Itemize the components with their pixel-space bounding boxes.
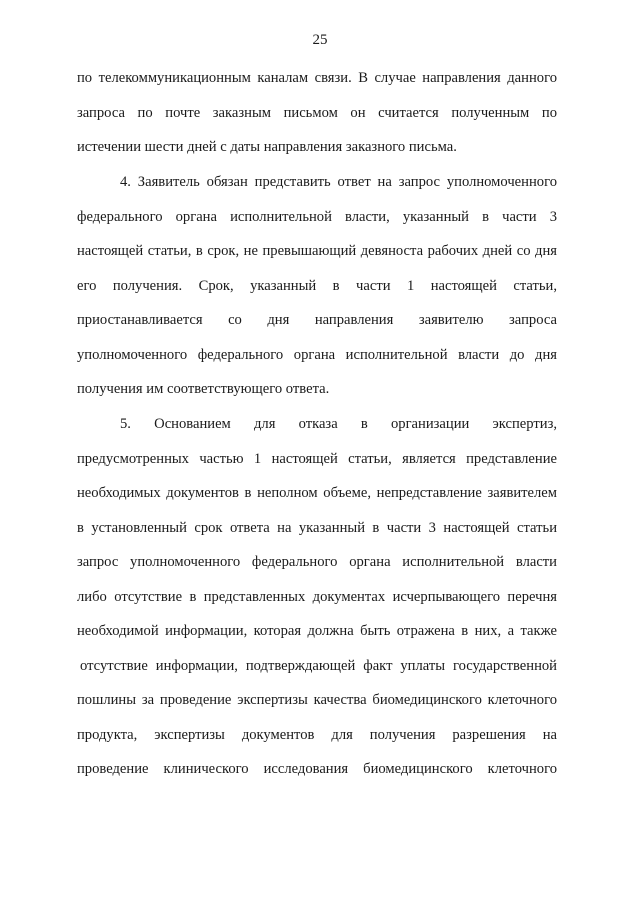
text-line: получения им соответствующего ответа. <box>77 381 330 397</box>
text-line: пошлины за проведение экспертизы качества биомедицинского клеточного <box>77 692 557 708</box>
text-line: истечении шести дней с даты направления заказного письма. <box>77 139 457 155</box>
text-line: продукта, экспертизы документов для получения разрешения на <box>77 727 557 743</box>
text-line: запроса по почте заказным письмом он считается полученным по <box>77 105 557 121</box>
page-number: 25 <box>312 32 328 48</box>
text-line: необходимой информации, которая должна быть отражена в них, а также <box>77 623 557 639</box>
text-line: по телекоммуникационным каналам связи. В случае направления данного <box>77 70 557 86</box>
text-line: необходимых документов в неполном объеме, непредставление заявителем <box>77 485 557 501</box>
text-line: его получения. Срок, указанный в части 1 настоящей статьи, <box>77 278 557 294</box>
text-line: настоящей статьи, в срок, не превышающий девяноста рабочих дней со дня <box>77 243 557 259</box>
text-line: отсутствие информации, подтверждающей факт уплаты государственной <box>80 658 557 674</box>
paragraph-5-start: 5. Основанием для отказа в организации экспертиз, <box>120 416 557 432</box>
text-line: уполномоченного федерального органа исполнительной власти до дня <box>77 347 557 363</box>
text-line: предусмотренных частью 1 настоящей статьи, является представление <box>77 451 557 467</box>
paragraph-4-start: 4. Заявитель обязан представить ответ на запрос уполномоченного <box>120 174 557 190</box>
text-line: либо отсутствие в представленных документах исчерпывающего перечня <box>77 589 557 605</box>
text-line: федерального органа исполнительной власти, указанный в части 3 <box>77 209 557 225</box>
text-line: запрос уполномоченного федерального органа исполнительной власти <box>77 554 557 570</box>
text-line: в установленный срок ответа на указанный в части 3 настоящей статьи <box>77 520 557 536</box>
text-line: проведение клинического исследования биомедицинского клеточного <box>77 761 557 777</box>
text-line: приостанавливается со дня направления заявителю запроса <box>77 312 557 328</box>
